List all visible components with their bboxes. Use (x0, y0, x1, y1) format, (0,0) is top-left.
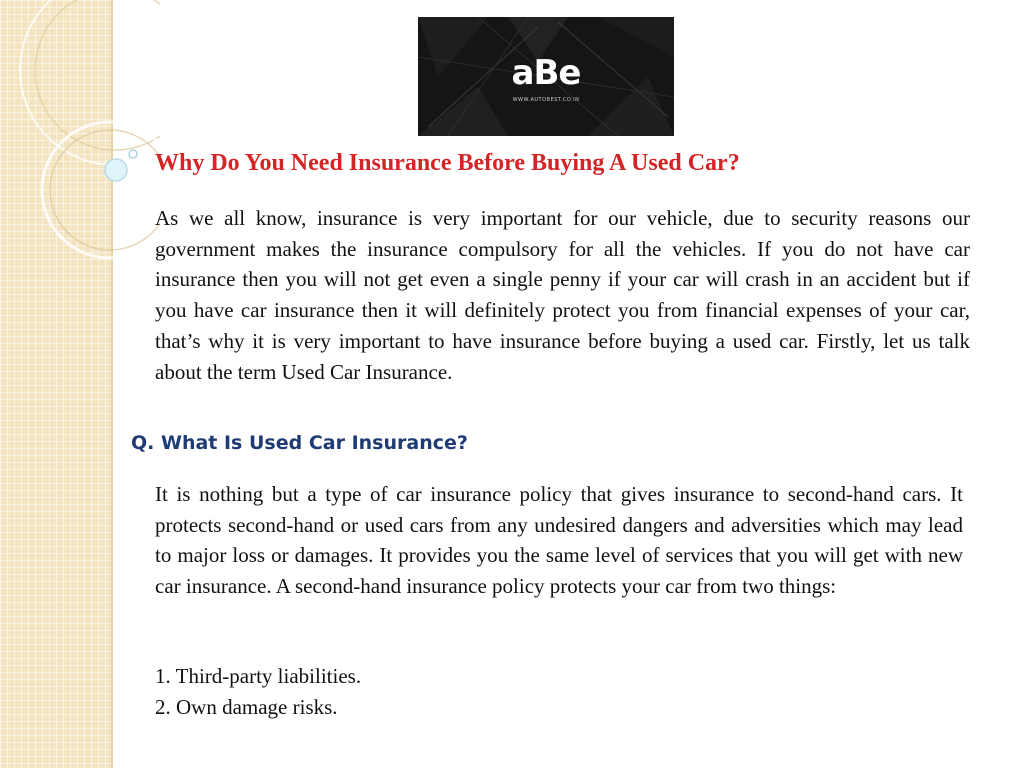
intro-paragraph: As we all know, insurance is very important for our vehicle, due to security reasons our government makes the insurance compulsory for all the vehicles. If you do not have car insurance then you will not get even a single penny if your car will crash in an accident but if you have car insurance then it will definitely protect you from financial expenses of your car, that’s why it is very important to have insurance before buying a used car. Firstly, let us talk about the term Used Car Insurance. (155, 206, 970, 384)
company-logo (418, 17, 674, 136)
list-item: 1. Third-party liabilities. (155, 664, 362, 688)
section-subheading: Q. What Is Used Car Insurance? (131, 432, 468, 454)
swirl-decoration-icon (0, 0, 160, 260)
list-item: 2. Own damage risks. (155, 694, 338, 719)
logo-mark: aBe (511, 53, 581, 93)
definition-paragraph: It is nothing but a type of car insurance policy that gives insurance to second-hand cars. It protects second-hand or used cars from any undesired dangers and adversities which may lead to major loss or damages. It provides you the same level of services that you will get with new car insurance. A second-hand insurance policy protects your car from two things: (155, 482, 963, 599)
logo-url: WWW.AUTOBEST.CO.IN (512, 97, 580, 103)
protection-list (155, 661, 361, 722)
page-heading: Why Do You Need Insurance Before Buying A Used Car? (155, 150, 740, 176)
